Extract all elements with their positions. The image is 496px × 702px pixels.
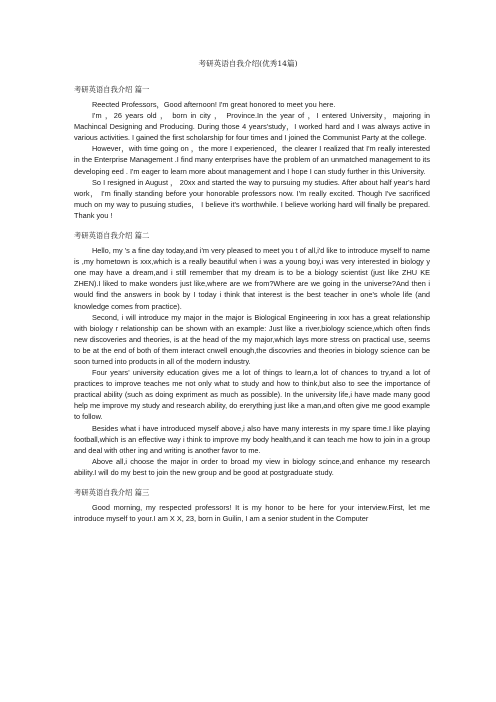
paragraph: Hello, my 's a fine day today,and i'm very pleased to meet you t of all,i'd like to introduce myself to name is ,my hometown is xxx,which is a really beautiful when i was a young boy,i was very interested in biology y one may have a dream,and i still remember that my dream is to be a biology scientist (just like ZHU KE ZHEN).I liked to make wonders just like,where are we from?Where are we going in the universe?And then i would find the answers in book by I today i think that interest is the best teacher in one's whole life (and knowledge comes from practice). — [74, 246, 430, 311]
section-2 — [74, 230, 430, 478]
section-heading: 考研英语自我介绍 篇二 — [74, 231, 150, 241]
paragraph: So I resigned in August ， 20xx and started the way to pursuing my studies. After about half year's hard work， I'm finally standing before your honorable professors now. I'm really excited. Though I've sacrificed much on my way to pusuing studies， I believe it's worthwhile. I believe working hard will finally be prepared. Thank you ! — [74, 177, 430, 220]
paragraph: Second, i will introduce my major in the major is Biological Engineering in xxx has a great relationship with biology r relationship can be shown with an example: Just like a river,biology science,which often finds new discoveries and theories, is at the head of the my major,which lays more stress on practical use, seems to be at the end of both of them interact cnwell enough,the discovries and theories in biology science can be soon turned into products in all of the modern industry. — [74, 312, 430, 366]
section-heading: 考研英语自我介绍 篇一 — [74, 85, 150, 94]
paragraph: However，with time going on ，the more I experienced，the clearer I realized that I'm really interested in the Enterprise Management .I find many enterprises have the problem of an unmatched management to its developing eed . I'm eager to learn more about management and I hope I can study further in this University. — [74, 144, 430, 176]
paragraph: Above all,i choose the major in order to broad my view in biology scince,and enhance my research ability.I will do my best to join the new group and be good at postgraduate study. — [74, 456, 430, 477]
section-1 — [74, 84, 430, 221]
paragraph: Reected Professors，Good afternoon! I'm great honored to meet you here. — [92, 100, 336, 109]
document-body — [74, 84, 430, 533]
paragraph: Good morning, my respected professors! It is my honor to be here for your interview.First, let me introduce myself to your.I am X X, 23, born in Guilin, I am a senior student in the Computer — [74, 503, 430, 524]
paragraph: Besides what i have introduced myself above,i also have many interests in my spare time.I like playing football,which is an effective way i think to improve my body health,and it can teach me how to join in a group and deal with other ing and writing is another favor to me. — [74, 423, 430, 455]
document-title: 考研英语自我介绍(优秀14篇) — [198, 59, 298, 68]
section-heading: 考研英语自我介绍 篇三 — [74, 488, 150, 497]
paragraph: Four years' university education gives me a lot of things to learn,a lot of chances to try,and a lot of practices to improve teaches me not only what to study and how to think,but also to see the importance of practical ability (such as doing expriment as much as possible). In the university life,i have made many good help me improve my study and research ability, do ererything just like a man,and often give me good example to follow. — [74, 368, 430, 422]
paragraph: I'm ，26 years old ， born in city ， Province.In the year of ，I entered University，majoring in Machincal Designing and Producing. During those 4 years'study，I worked hard and I was always active in various activities. I gained the first scholarship for four times and I joined the Communist Party at the college. — [74, 111, 430, 143]
section-3 — [74, 487, 430, 524]
